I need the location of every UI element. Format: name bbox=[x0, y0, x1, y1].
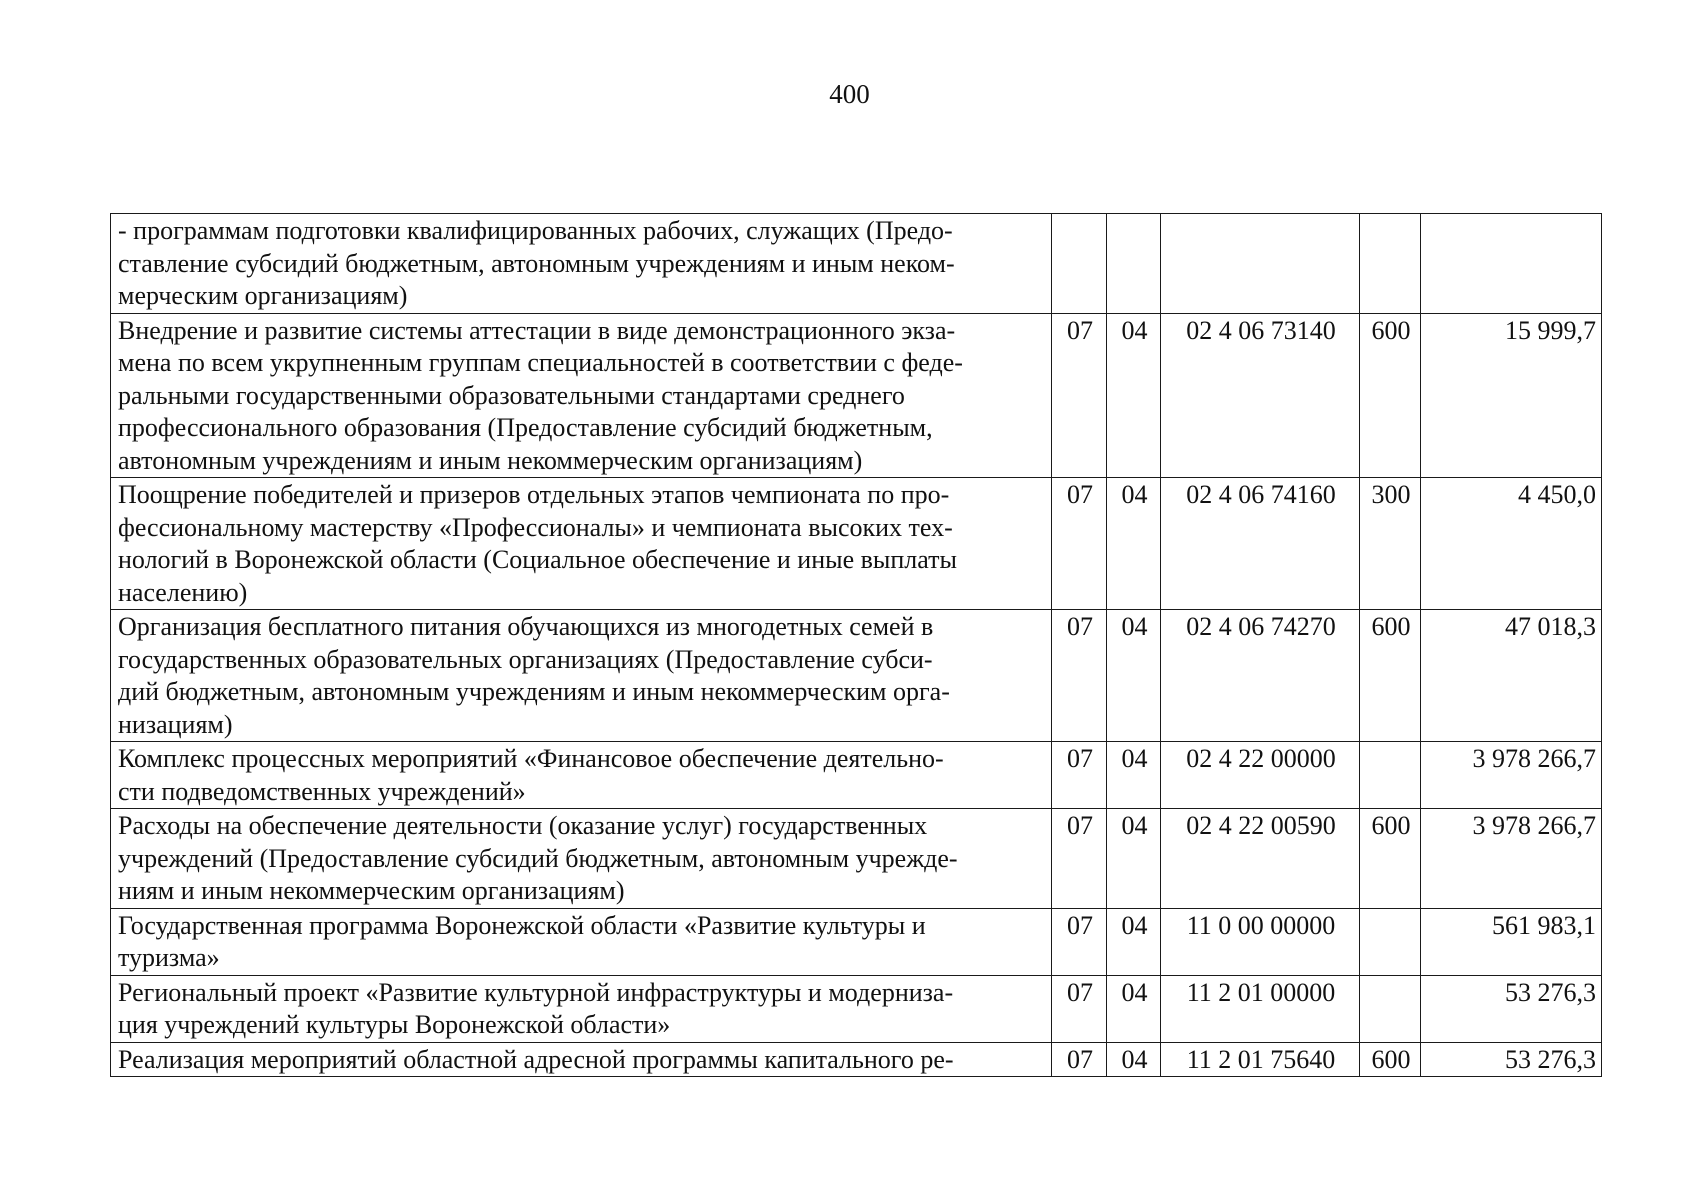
expense-type-cell: 600 bbox=[1360, 313, 1421, 478]
table-row bbox=[111, 908, 1602, 975]
page-number: 400 bbox=[829, 79, 870, 109]
expense-name-line: Региональный проект «Развитие культурной инфраструктуры и модерниза- bbox=[118, 977, 954, 1007]
table-row bbox=[111, 1042, 1602, 1077]
expense-type-cell bbox=[1360, 908, 1421, 975]
section-code-cell: 07 bbox=[1052, 478, 1107, 610]
subsection-code-cell: 04 bbox=[1107, 742, 1161, 809]
table-row bbox=[111, 214, 1602, 314]
target-article-cell: 02 4 06 74160 bbox=[1161, 478, 1360, 610]
subsection-code-cell: 04 bbox=[1107, 1042, 1161, 1077]
table-row bbox=[111, 975, 1602, 1042]
expense-name-line: туризма» bbox=[118, 943, 220, 972]
subsection-code-cell: 04 bbox=[1107, 975, 1161, 1042]
expense-name-cell bbox=[111, 809, 1052, 909]
amount-cell: 53 276,3 bbox=[1421, 1042, 1602, 1077]
subsection-code-cell: 04 bbox=[1107, 610, 1161, 742]
section-code-cell: 07 bbox=[1052, 975, 1107, 1042]
target-article-cell: 11 2 01 00000 bbox=[1161, 975, 1360, 1042]
expense-type-cell bbox=[1360, 742, 1421, 809]
amount-cell bbox=[1421, 214, 1602, 314]
expense-name-line: ставление субсидий бюджетным, автономным учреждениям и иным неком- bbox=[118, 248, 955, 278]
expense-type-cell: 600 bbox=[1360, 610, 1421, 742]
expense-name-line: фессиональному мастерству «Профессионалы» и чемпионата высоких тех- bbox=[118, 512, 953, 542]
section-code-cell: 07 bbox=[1052, 1042, 1107, 1077]
expense-name-line: низациям) bbox=[118, 709, 233, 739]
expense-name-line: сти подведомственных учреждений» bbox=[118, 776, 526, 806]
expense-name-line: государственных образовательных организациях (Предоставление субси- bbox=[118, 644, 933, 674]
table-row bbox=[111, 478, 1602, 610]
target-article-cell: 02 4 06 73140 bbox=[1161, 313, 1360, 478]
expense-name-line: Реализация мероприятий областной адресной программы капитального ре- bbox=[118, 1044, 954, 1074]
amount-cell: 47 018,3 bbox=[1421, 610, 1602, 742]
expense-name-line: мерческим организациям) bbox=[118, 281, 408, 310]
target-article-cell: 11 0 00 00000 bbox=[1161, 908, 1360, 975]
amount-cell: 561 983,1 bbox=[1421, 908, 1602, 975]
section-code-cell: 07 bbox=[1052, 809, 1107, 909]
table-row bbox=[111, 809, 1602, 909]
expense-name-line: дий бюджетным, автономным учреждениям и иным некоммерческим орга- bbox=[118, 677, 950, 706]
expense-name-line: ция учреждений культуры Воронежской области» bbox=[118, 1010, 671, 1039]
expense-type-cell bbox=[1360, 975, 1421, 1042]
expense-name-line: Поощрение победителей и призеров отдельных этапов чемпионата по про- bbox=[118, 480, 950, 509]
section-code-cell: 07 bbox=[1052, 908, 1107, 975]
expense-name-line: Внедрение и развитие системы аттестации в виде демонстрационного экза- bbox=[118, 315, 956, 345]
expense-name-line: населению) bbox=[118, 577, 248, 607]
expense-name-line: Расходы на обеспечение деятельности (оказание услуг) государственных bbox=[118, 811, 928, 840]
target-article-cell: 02 4 06 74270 bbox=[1161, 610, 1360, 742]
amount-cell: 15 999,7 bbox=[1421, 313, 1602, 478]
expense-name-cell bbox=[111, 214, 1052, 314]
expense-name-line: мена по всем укрупненным группам специальностей в соответствии с феде- bbox=[118, 348, 963, 377]
expense-name-cell bbox=[111, 908, 1052, 975]
expense-name-cell bbox=[111, 610, 1052, 742]
subsection-code-cell: 04 bbox=[1107, 313, 1161, 478]
section-code-cell: 07 bbox=[1052, 313, 1107, 478]
expense-type-cell: 600 bbox=[1360, 809, 1421, 909]
expense-name-cell bbox=[111, 1042, 1052, 1077]
amount-cell: 4 450,0 bbox=[1421, 478, 1602, 610]
amount-cell: 3 978 266,7 bbox=[1421, 809, 1602, 909]
amount-cell: 53 276,3 bbox=[1421, 975, 1602, 1042]
expense-name-line: автономным учреждениям и иным некоммерческим организациям) bbox=[118, 445, 863, 475]
expense-name-line: профессионального образования (Предоставление субсидий бюджетным, bbox=[118, 413, 933, 442]
expense-name-line: ральными государственными образовательными стандартами среднего bbox=[118, 380, 905, 410]
target-article-cell: 11 2 01 75640 bbox=[1161, 1042, 1360, 1077]
expense-name-line: Организация бесплатного питания обучающихся из многодетных семей в bbox=[118, 612, 934, 641]
budget-table-body bbox=[111, 214, 1602, 1077]
expense-name-line: учреждений (Предоставление субсидий бюджетным, автономным учрежде- bbox=[118, 843, 958, 873]
expense-name-cell bbox=[111, 313, 1052, 478]
section-code-cell: 07 bbox=[1052, 742, 1107, 809]
expense-name-cell bbox=[111, 478, 1052, 610]
expense-type-cell: 600 bbox=[1360, 1042, 1421, 1077]
subsection-code-cell: 04 bbox=[1107, 478, 1161, 610]
subsection-code-cell: 04 bbox=[1107, 809, 1161, 909]
expense-name-line: Государственная программа Воронежской области «Развитие культуры и bbox=[118, 910, 926, 940]
amount-cell: 3 978 266,7 bbox=[1421, 742, 1602, 809]
subsection-code-cell bbox=[1107, 214, 1161, 314]
expense-type-cell bbox=[1360, 214, 1421, 314]
subsection-code-cell: 04 bbox=[1107, 908, 1161, 975]
table-row bbox=[111, 610, 1602, 742]
target-article-cell: 02 4 22 00590 bbox=[1161, 809, 1360, 909]
section-code-cell: 07 bbox=[1052, 610, 1107, 742]
section-code-cell bbox=[1052, 214, 1107, 314]
target-article-cell: 02 4 22 00000 bbox=[1161, 742, 1360, 809]
expense-name-line: нологий в Воронежской области (Социальное обеспечение и иные выплаты bbox=[118, 545, 957, 574]
expense-type-cell: 300 bbox=[1360, 478, 1421, 610]
table-row bbox=[111, 742, 1602, 809]
expense-name-line: ниям и иным некоммерческим организациям) bbox=[118, 876, 625, 905]
target-article-cell bbox=[1161, 214, 1360, 314]
expense-name-cell bbox=[111, 742, 1052, 809]
table-row bbox=[111, 313, 1602, 478]
budget-table bbox=[110, 213, 1602, 1077]
expense-name-line: Комплекс процессных мероприятий «Финансовое обеспечение деятельно- bbox=[118, 744, 944, 773]
expense-name-cell bbox=[111, 975, 1052, 1042]
expense-name-line: - программам подготовки квалифицированных рабочих, служащих (Предо- bbox=[118, 216, 953, 245]
